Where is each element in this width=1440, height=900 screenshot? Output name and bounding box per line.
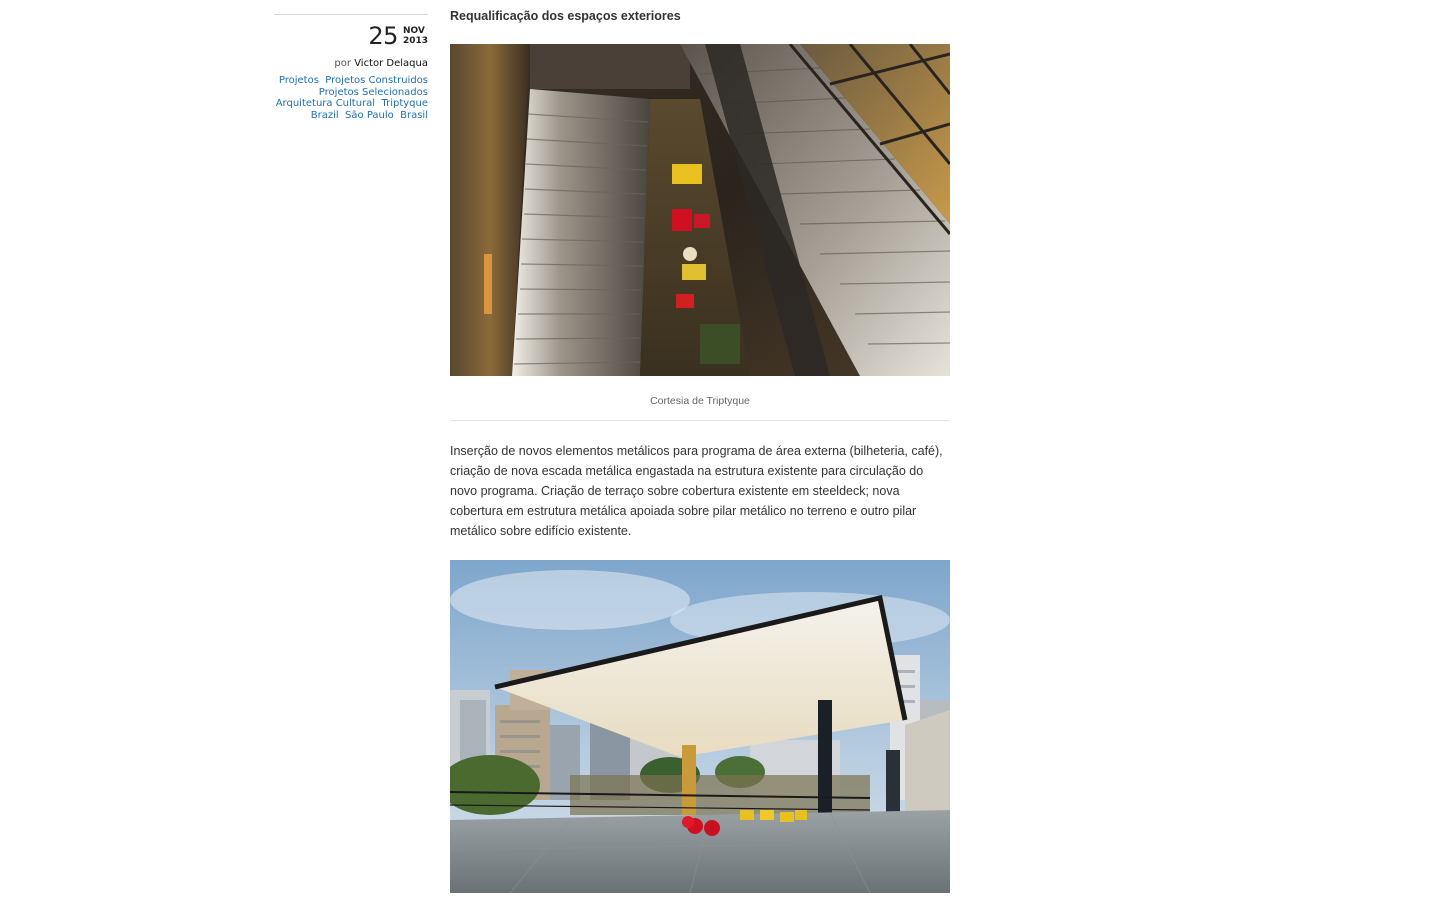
photo-caption: Cortesia de Triptyque: [450, 395, 950, 421]
section-title: Requalificação dos espaços exteriores: [450, 9, 681, 23]
tag-link-sao-paulo[interactable]: São Paulo: [345, 109, 394, 121]
date-month-year: [403, 26, 428, 46]
tag-link-arquitetura-cultural[interactable]: Arquitetura Cultural: [275, 98, 376, 109]
article-body: [450, 0, 950, 893]
photo-rooftop-terrace[interactable]: [450, 560, 950, 893]
author-prefix: por: [334, 58, 351, 69]
author-line: [274, 58, 428, 70]
tag-link-projetos[interactable]: Projetos: [278, 75, 319, 86]
tag-link-projetos-construidos[interactable]: Projetos Construidos: [325, 75, 428, 86]
post-meta: [274, 14, 428, 121]
article-paragraph: Inserção de novos elementos metálicos para programa de área externa (bilheteria, café), criação de nova escada metálica engastada na estrutura existente para circulação do novo programa. Criação de terraço sobre cobertura existente em steeldeck; nova cobertura em estrutura metálica apoiada sobre pilar metálico no terreno e outro pilar metálico sobre edifício existente.: [450, 444, 943, 538]
author-name-link[interactable]: Victor Delaqua: [354, 58, 428, 69]
photo-stairs-graphic: [450, 44, 950, 376]
post-date: [274, 23, 428, 51]
tag-link-triptyque[interactable]: Triptyque: [381, 98, 428, 109]
date-month: NOV: [402, 26, 425, 36]
date-year: 2013: [402, 36, 428, 46]
photo-terrace-graphic: [450, 560, 950, 893]
tag-link-projetos-selecionados[interactable]: Projetos Selecionados: [318, 86, 428, 98]
tag-link-brazil[interactable]: Brazil: [310, 109, 339, 121]
tag-list: [274, 75, 428, 121]
date-day: 25: [368, 22, 398, 50]
tag-link-brasil[interactable]: Brasil: [400, 109, 428, 121]
photo-stairs-interior[interactable]: [450, 44, 950, 376]
